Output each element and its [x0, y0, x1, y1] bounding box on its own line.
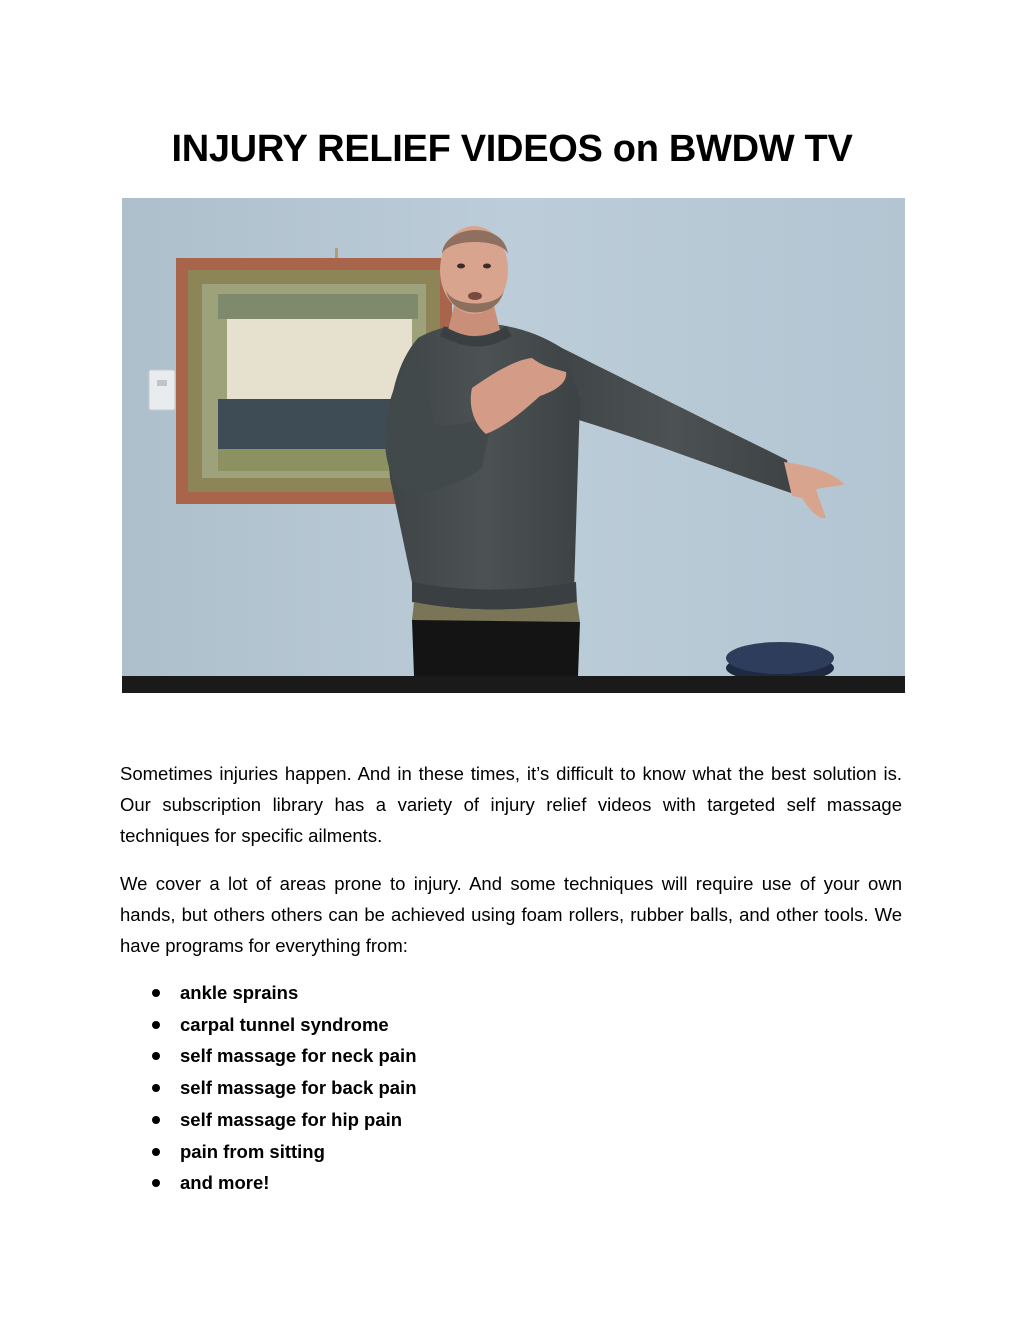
list-item-label: carpal tunnel syndrome	[180, 1013, 389, 1035]
list-item	[152, 1072, 417, 1104]
list-item-label: pain from sitting	[180, 1140, 325, 1162]
list-item-label: ankle sprains	[180, 982, 299, 1003]
list-item-label: self massage for neck pain	[180, 1045, 417, 1067]
bullet-icon	[152, 1148, 160, 1156]
bullet-icon	[152, 1179, 160, 1187]
list-item	[152, 1136, 417, 1168]
list-item-label: and more!	[180, 1172, 270, 1194]
pants	[412, 620, 580, 676]
list-item	[152, 1104, 417, 1136]
bullet-icon	[152, 1052, 160, 1060]
list-item	[152, 977, 417, 1009]
video-thumbnail-photo	[122, 198, 905, 693]
bullet-icon	[152, 1116, 160, 1124]
paragraph-intro: Sometimes injuries happen. And in these times, it’s difficult to know what the best solution is. Our subscription library has a variety of injury relief videos with targeted self massage techniques for specific ailments.	[120, 763, 902, 846]
photo-illustration	[122, 198, 905, 693]
list-item-label: self massage for back pain	[180, 1077, 417, 1099]
bullet-icon	[152, 1021, 160, 1029]
paragraph-coverage: We cover a lot of areas prone to injury. And some techniques will require use of your own hands, but others others can be achieved using foam rollers, rubber balls, and other tools. We have programs for everything from:	[120, 873, 902, 956]
programs-list	[152, 977, 417, 1199]
list-item-label: self massage for hip pain	[180, 1108, 403, 1130]
head	[440, 226, 508, 314]
list-item	[152, 1009, 417, 1041]
body-text	[120, 758, 902, 978]
light-switch	[149, 370, 175, 410]
video-bar	[122, 676, 905, 693]
list-item	[152, 1040, 417, 1072]
list-item	[152, 1167, 417, 1199]
bullet-icon	[152, 1084, 160, 1092]
page-title: INJURY RELIEF VIDEOS on BWDW TV	[171, 128, 853, 170]
bullet-icon	[152, 989, 160, 997]
